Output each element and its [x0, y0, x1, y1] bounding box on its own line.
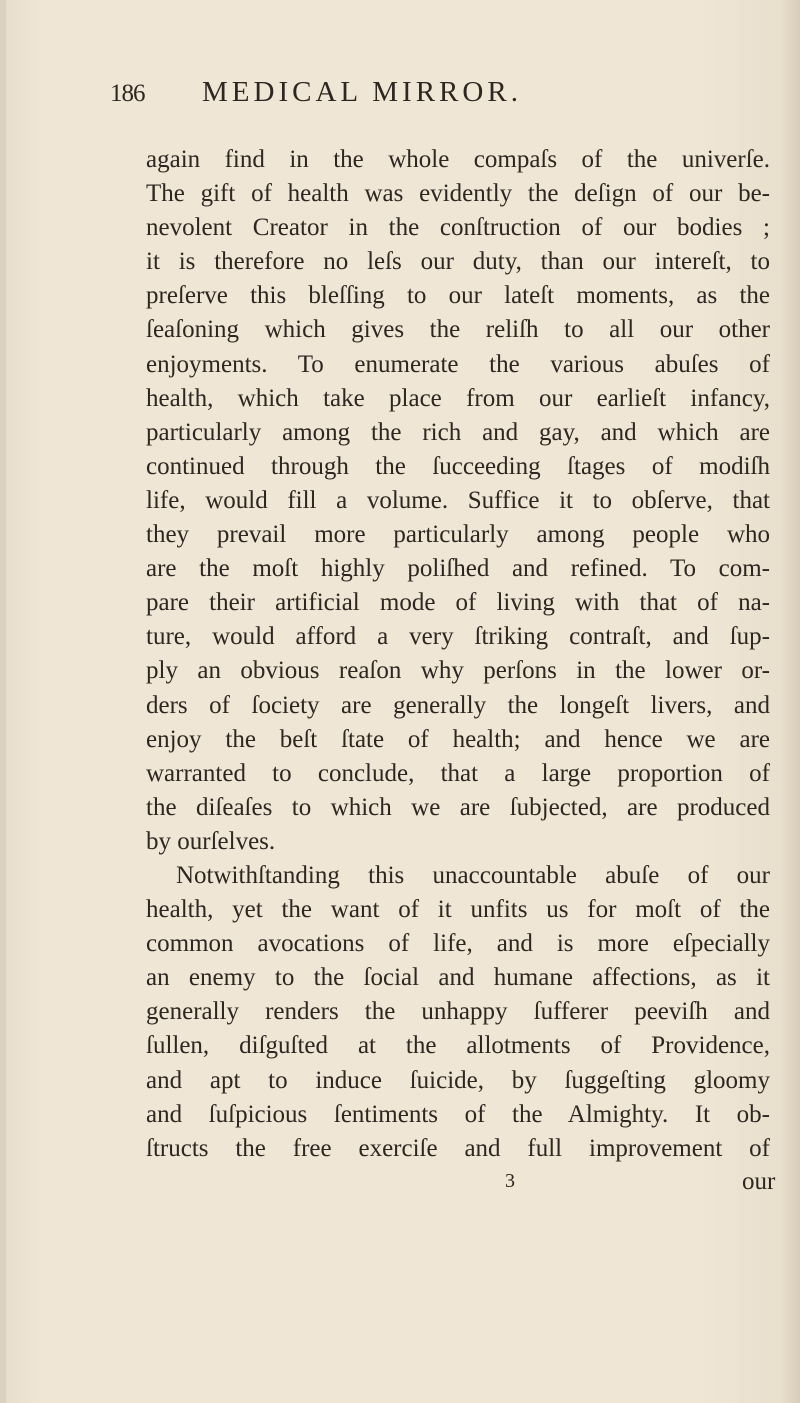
text-line: ſtructs the free exerciſe and full improvement of [146, 1134, 770, 1162]
paragraph-start-line: Notwithſtanding this unaccountable abuſe of our [176, 861, 770, 889]
text-line: generally renders the unhappy ſufferer peeviſh and [146, 998, 770, 1026]
text-line: enjoyments. To enumerate the various abuſes of [146, 350, 770, 378]
page-number: 186 [110, 80, 145, 107]
text-line: life, would fill a volume. Suffice it to obſerve, that [146, 486, 770, 514]
text-line: it is therefore no leſs our duty, than our intereſt, to [146, 248, 770, 276]
text-line: nevolent Creator in the conſtruction of our bodies ; [146, 214, 770, 242]
text-line: the diſeaſes to which we are ſubjected, are produced [146, 793, 770, 821]
body-text [146, 143, 770, 1166]
text-line: warranted to conclude, that a large proportion of [146, 759, 770, 787]
page-edge [0, 0, 6, 1403]
text-line: an enemy to the ſocial and humane affections, as it [146, 964, 770, 992]
text-line: continued through the ſucceeding ſtages of modiſh [146, 452, 770, 480]
text-line: ders of ſociety are generally the longeſt livers, and [146, 691, 770, 719]
text-line: The gift of health was evidently the deſign of our be- [146, 180, 770, 208]
text-line: ture, would afford a very ſtriking contraſt, and ſup- [146, 623, 770, 651]
text-line: and apt to induce ſuicide, by ſuggeſting gloomy [146, 1066, 770, 1094]
text-line: they prevail more particularly among people who [146, 521, 770, 549]
text-line: pare their artificial mode of living with that of na- [146, 589, 770, 617]
signature-mark: 3 [505, 1170, 515, 1192]
text-line: health, which take place from our earlieſt infancy, [146, 384, 770, 412]
text-line: ſeaſoning which gives the reliſh to all our other [146, 316, 770, 344]
text-line: common avocations of life, and is more eſpecially [146, 930, 770, 958]
text-line: particularly among the rich and gay, and which are [146, 418, 770, 446]
paragraph-end-line: by ourſelves. [146, 827, 276, 855]
text-line: again find in the whole compaſs of the univerſe. [146, 146, 770, 173]
text-line: enjoy the beſt ſtate of health; and hence we are [146, 725, 770, 753]
text-line: are the moſt highly poliſhed and refined. To com- [146, 555, 770, 583]
text-line: health, yet the want of it unfits us for moſt of the [146, 896, 770, 924]
running-title: MEDICAL MIRROR. [202, 76, 522, 108]
text-line: preſerve this bleſſing to our lateſt moments, as the [146, 282, 770, 310]
catchword: our [742, 1168, 776, 1195]
text-line: ſullen, diſguſted at the allotments of Providence, [146, 1032, 770, 1060]
page-header [110, 76, 670, 116]
text-line: ply an obvious reaſon why perſons in the lower or- [146, 657, 770, 685]
text-line: and ſuſpicious ſentiments of the Almighty. It ob- [146, 1100, 770, 1128]
